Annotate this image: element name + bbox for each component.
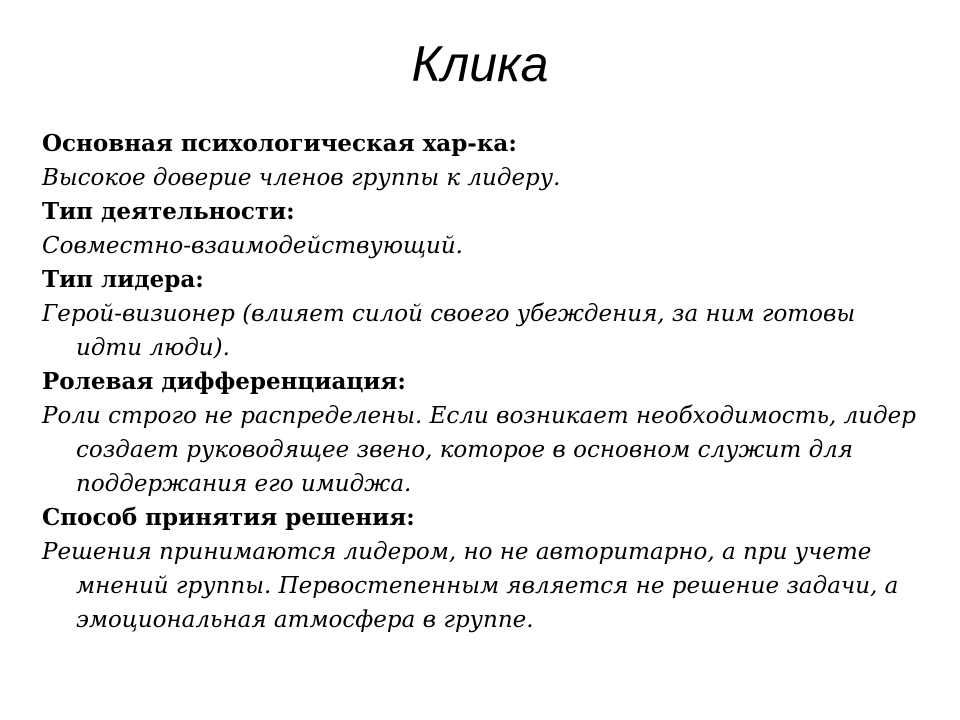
section-value: Высокое доверие членов группы к лидеру. xyxy=(42,165,561,191)
section-value: Герой-визионер (влияет силой своего убеждения, за ним готовы идти люди). xyxy=(42,301,856,361)
section-decision-method xyxy=(42,501,942,637)
section-activity-type xyxy=(42,195,942,263)
section-value: Совместно-взаимодействующий. xyxy=(42,233,463,259)
section-heading: Тип деятельности: xyxy=(42,198,295,225)
slide-content xyxy=(42,127,942,637)
slide-title: Клика xyxy=(411,36,549,92)
section-heading: Основная психологическая хар-ка: xyxy=(42,130,517,157)
section-value: Решения принимаются лидером, но не авторитарно, а при учете мнений группы. Первостепенным является не решение задачи, а эмоциональная атмосфера в группе. xyxy=(42,539,899,633)
section-heading: Ролевая дифференциация: xyxy=(42,368,406,395)
section-heading: Тип лидера: xyxy=(42,266,204,293)
section-role-differentiation xyxy=(42,365,942,501)
section-heading: Способ принятия решения: xyxy=(42,504,415,531)
section-psychological-characteristic xyxy=(42,127,942,195)
section-leader-type xyxy=(42,263,942,365)
section-value: Роли строго не распределены. Если возникает необходимость, лидер создает руководящее звено, которое в основном служит для поддержания его имиджа. xyxy=(42,403,916,497)
